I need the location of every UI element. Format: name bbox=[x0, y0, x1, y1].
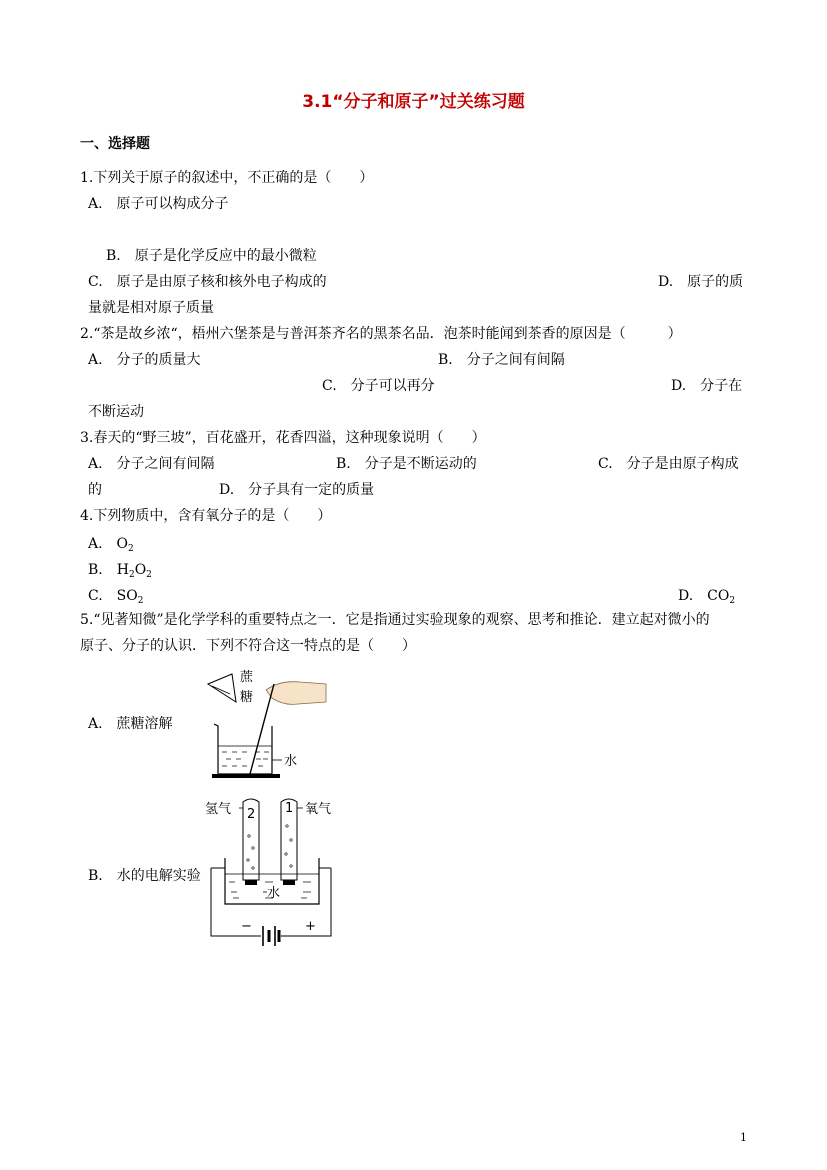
sugar-label-top: 蔗 bbox=[240, 670, 254, 685]
q3-option-c: C. 分子是由原子构成 bbox=[598, 456, 739, 472]
q5-stem-line1: 5.“见著知微”是化学学科的重要特点之一．它是指通过实验现象的观察、思考和推论．建立起对微小的 bbox=[80, 612, 710, 628]
page-title: 3.1“分子和原子”过关练习题 bbox=[302, 92, 525, 112]
q2-option-d-cont: 不断运动 bbox=[88, 404, 144, 420]
q4-option-a: A. $O_2$ bbox=[88, 536, 134, 554]
oxygen-label: 氧气 bbox=[305, 802, 332, 817]
positive-terminal-label: + bbox=[305, 919, 316, 934]
q4-option-d: D. $CO_2$ bbox=[678, 588, 736, 606]
q4-option-b: B. $H_2O_2$ bbox=[88, 562, 152, 580]
electrolysis-figure bbox=[203, 796, 343, 946]
q1-stem: 1.下列关于原子的叙述中，不正确的是（ ） bbox=[80, 170, 374, 186]
q4-option-c: C. $SO_2$ bbox=[88, 588, 144, 606]
q1-option-b: B. 原子是化学反应中的最小微粒 bbox=[106, 248, 317, 264]
q3-stem: 3.春天的“野三坡”，百花盛开，花香四溢，这种现象说明（ ） bbox=[80, 430, 486, 446]
q4-stem: 4.下列物质中，含有氧分子的是（ ） bbox=[80, 508, 332, 524]
q2-option-c: C. 分子可以再分 bbox=[322, 378, 435, 394]
q1-option-d: D. 原子的质 bbox=[658, 274, 744, 290]
sugar-label-bottom: 糖 bbox=[240, 690, 254, 705]
hydrogen-label: 氢气 bbox=[205, 802, 232, 817]
page-number: 1 bbox=[740, 1131, 747, 1144]
q1-option-d-cont: 量就是相对原子质量 bbox=[88, 300, 214, 316]
tube-2-label: 2 bbox=[247, 807, 256, 822]
q2-option-a: A. 分子的质量大 bbox=[88, 352, 201, 368]
q5-option-b: B. 水的电解实验 bbox=[88, 868, 201, 884]
electrolysis-water-label: 水 bbox=[267, 886, 281, 901]
q3-option-a: A. 分子之间有间隔 bbox=[88, 456, 215, 472]
q3-option-d: D. 分子具有一定的质量 bbox=[219, 482, 375, 498]
q5-stem-line2: 原子、分子的认识．下列不符合这一特点的是（ ） bbox=[80, 638, 416, 654]
section-heading: 一、选择题 bbox=[80, 136, 150, 152]
tube-1-label: 1 bbox=[285, 801, 294, 816]
q1-option-c: C. 原子是由原子核和核外电子构成的 bbox=[88, 274, 327, 290]
sugar-dissolving-figure bbox=[200, 664, 330, 789]
q2-option-d: D. 分子在 bbox=[671, 378, 743, 394]
q3-option-b: B. 分子是不断运动的 bbox=[336, 456, 477, 472]
q5-option-a: A. 蔗糖溶解 bbox=[88, 716, 173, 732]
water-label: 水 bbox=[284, 754, 298, 769]
q3-option-c-cont: 的 bbox=[88, 482, 102, 498]
q2-option-b: B. 分子之间有间隔 bbox=[438, 352, 565, 368]
negative-terminal-label: − bbox=[241, 919, 252, 934]
q1-option-a: A. 原子可以构成分子 bbox=[88, 196, 229, 212]
q2-stem: 2.“茶是故乡浓“，梧州六堡茶是与普洱茶齐名的黑茶名品．泡茶时能闻到茶香的原因是（ ） bbox=[80, 326, 682, 342]
